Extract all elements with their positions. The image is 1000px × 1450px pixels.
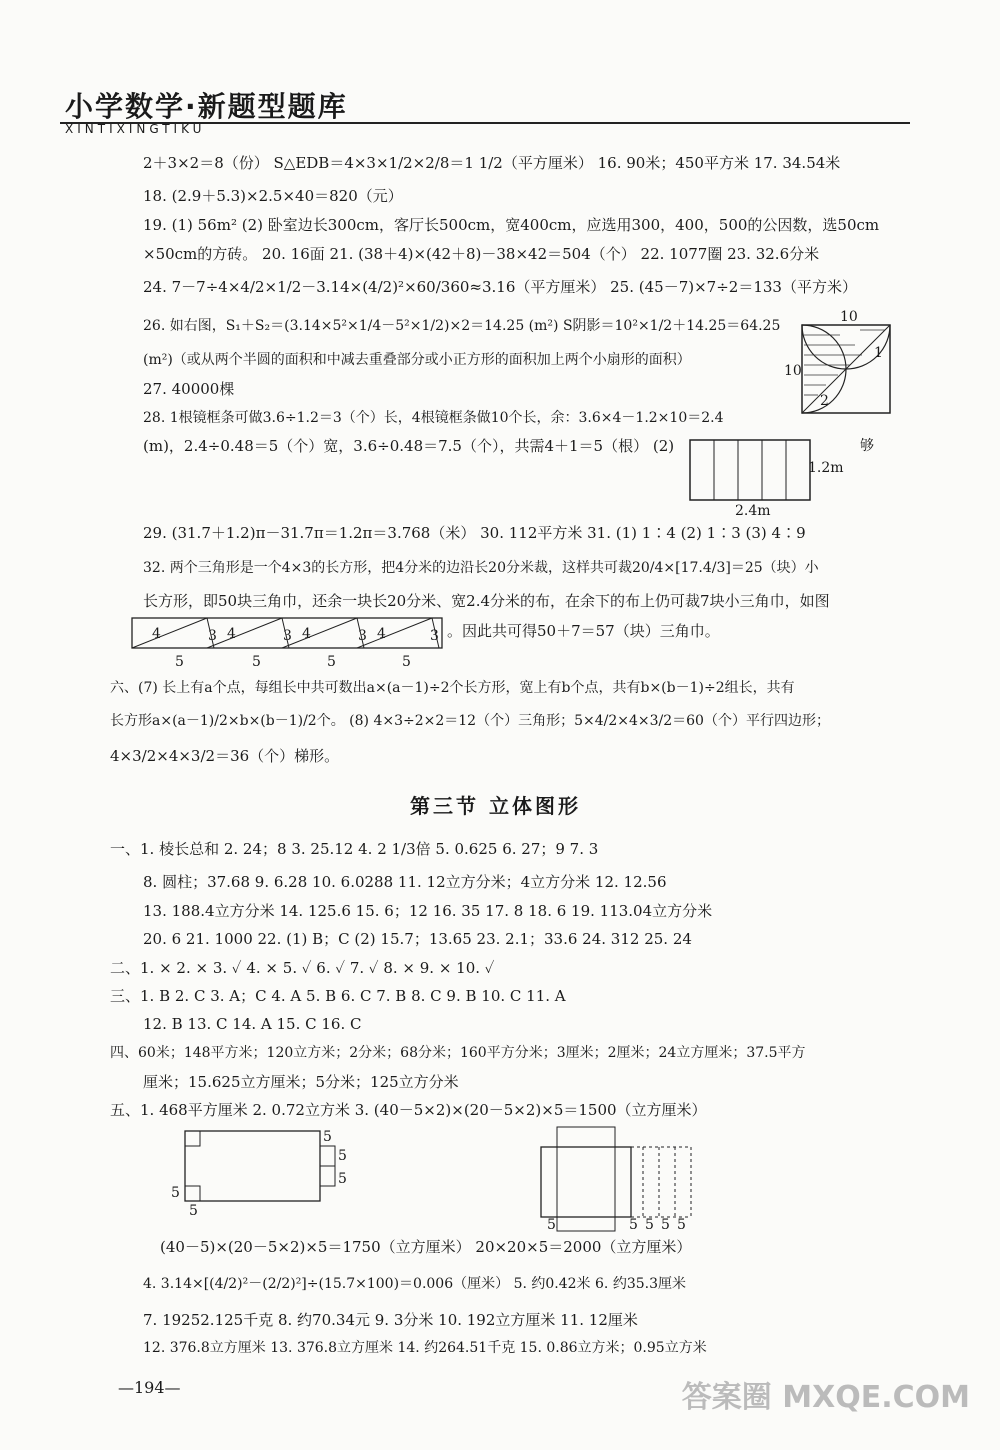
box-corner <box>185 1186 200 1201</box>
box-label: 5 <box>338 1171 347 1187</box>
fig32-label-base: 5 <box>175 654 184 670</box>
fig32-label-a: 4 <box>227 626 236 642</box>
book-title: 小学数学·新题型题库 <box>65 90 348 123</box>
fig26-label-s1: 1 <box>874 345 883 361</box>
figure-26 <box>770 305 920 420</box>
box-base <box>185 1131 320 1201</box>
box-label: 5 <box>189 1203 198 1219</box>
fig32-label-base: 5 <box>252 654 261 670</box>
fig26-label-s2: 2 <box>820 393 829 409</box>
answer-line: 4. 3.14×[(4/2)²－(2/2)²]÷(15.7×100)＝0.006（厘米） 5. 约0.42米 6. 约35.3厘米 <box>143 1276 686 1292</box>
figure-32 <box>130 612 450 672</box>
box-corner <box>185 1131 200 1146</box>
answer-line: 五、1. 468平方厘米 2. 0.72立方米 3. (40－5×2)×(20－5×2)×5＝1500（立方厘米） <box>110 1101 707 1119</box>
fig32-label-b: 3 <box>430 628 439 644</box>
answer-line: 二、1. × 2. × 3. ✓ 4. × 5. ✓ 6. ✓ 7. ✓ 8. × 9. × 10. ✓ <box>110 959 495 977</box>
answer-line: 20. 6 21. 1000 22. (1) B；C (2) 15.7；13.65 23. 2.1；33.6 24. 312 25. 24 <box>143 930 692 948</box>
net-label: 5 <box>661 1217 670 1233</box>
fig32-label-a: 4 <box>152 626 161 642</box>
answer-line: ×50cm的方砖。 20. 16面 21. (38＋4)×(42＋8)－38×42＝504（个） 22. 1077圈 23. 32.6分米 <box>143 245 820 263</box>
answer-line: 13. 188.4立方分米 14. 125.6 15. 6；12 16. 35 17. 8 18. 6 19. 113.04立方分米 <box>143 902 713 920</box>
box-flap <box>320 1146 335 1166</box>
box-flap <box>320 1166 335 1186</box>
fig32-label-b: 3 <box>208 628 217 644</box>
fig28-label-height: 1.2m <box>808 460 844 476</box>
fig26-diagonal <box>802 325 890 413</box>
fig32-label-b: 3 <box>358 628 367 644</box>
answer-line: 三、1. B 2. C 3. A；C 4. A 5. B 6. C 7. B 8. C 9. B 10. C 11. A <box>110 987 566 1005</box>
answer-line: 四、60米；148平方米；120立方米；2分米；68分米；160平方分米；3厘米；2厘米；24立方厘米；37.5平方 <box>110 1045 806 1061</box>
answer-line: 28. 1根镜框条可做3.6÷1.2＝3（个）长，4根镜框条做10个长，余：3.6×4－1.2×10＝2.4 <box>143 410 724 426</box>
figure-box-right <box>535 1125 715 1235</box>
answer-line: 厘米；15.625立方厘米；5分米；125立方分米 <box>143 1073 459 1091</box>
section-title: 第三节 立体图形 <box>410 794 581 818</box>
net-label: 5 <box>677 1217 686 1233</box>
fig32-label-a: 4 <box>302 626 311 642</box>
answer-line: 长方形，即50块三角巾，还余一块长20分米、宽2.4分米的布，在余下的布上仍可裁7块小三角巾，如图 <box>143 592 830 610</box>
net-label: 5 <box>547 1217 556 1233</box>
answer-line: (m)，2.4÷0.48＝5（个）宽，3.6÷0.48＝7.5（个），共需4＋1＝5（根） (2) <box>143 437 675 455</box>
fig32-label-a: 4 <box>377 626 386 642</box>
fig26-label-top: 10 <box>840 309 858 325</box>
box-label: 5 <box>338 1148 347 1164</box>
answer-line: 29. (31.7＋1.2)π－31.7π＝1.2π＝3.768（米） 30. 112平方米 31. (1) 1∶4 (2) 1∶3 (3) 4∶9 <box>143 524 806 542</box>
fig32-label-base: 5 <box>402 654 411 670</box>
answer-line: 2＋3×2＝8（份） S△EDB＝4×3×1/2×2/8＝1 1/2（平方厘米） 16. 90米；450平方米 17. 34.54米 <box>143 154 841 172</box>
fig32-label-base: 5 <box>327 654 336 670</box>
answer-line: 8. 圆柱；37.68 9. 6.28 10. 6.0288 11. 12立方分米；4立方分米 12. 12.56 <box>143 873 667 891</box>
answer-line: 。因此共可得50＋7＝57（块）三角巾。 <box>447 622 720 640</box>
answer-line: 19. (1) 56m² (2) 卧室边长300cm，客厅长500cm，宽400cm，应选用300，400，500的公因数，选50cm <box>143 216 880 234</box>
watermark: 答案圈 MXQE.COM <box>681 1380 970 1415</box>
answer-line: 长方形a×(a－1)/2×b×(b－1)/2个。 (8) 4×3÷2×2＝12（个）三角形；5×4/2×4×3/2＝60（个）平行四边形； <box>110 713 830 729</box>
fig26-label-left: 10 <box>784 363 802 379</box>
answer-line: 26. 如右图，S₁＋S₂＝(3.14×5²×1/4－5²×1/2)×2＝14.25 (m²) S阴影＝10²×1/2＋14.25＝64.25 <box>143 318 781 334</box>
net-label: 5 <box>645 1217 654 1233</box>
answer-line: 12. 376.8立方厘米 13. 376.8立方厘米 14. 约264.51千克 15. 0.86立方米；0.95立方米 <box>143 1340 707 1356</box>
answer-line: 一、1. 棱长总和 2. 24；8 3. 25.12 4. 2 1/3倍 5. 0.625 6. 27；9 7. 3 <box>110 840 599 858</box>
box-label: 5 <box>323 1129 332 1145</box>
answer-line: 32. 两个三角形是一个4×3的长方形，把4分米的边沿长20分米裁，这样共可裁20/4×[17.4/3]＝25（块）小 <box>143 560 819 576</box>
book-subtitle: XINTIXINGTIKU <box>65 122 206 136</box>
answer-line: (40－5)×(20－5×2)×5＝1750（立方厘米） 20×20×5＝2000（立方厘米） <box>160 1238 692 1256</box>
answer-line: 7. 19252.125千克 8. 约70.34元 9. 3分米 10. 192立方厘米 11. 12厘米 <box>143 1311 638 1329</box>
net-label: 5 <box>629 1217 638 1233</box>
figure-box-left <box>165 1125 365 1220</box>
answer-line: 六、(7) 长上有a个点，每组长中共可数出a×(a－1)÷2个长方形，宽上有b个点，共有b×(b－1)÷2组长，共有 <box>110 680 795 696</box>
answer-line: 4×3/2×4×3/2＝36（个）梯形。 <box>110 747 340 765</box>
answer-line: (m²)（或从两个半圆的面积和中减去重叠部分或小正方形的面积加上两个小扇形的面积） <box>143 352 691 368</box>
fig26-hatching <box>804 330 885 395</box>
figure-28 <box>680 430 890 520</box>
net-top <box>557 1127 615 1147</box>
answer-line: 24. 7－7÷4×4/2×1/2－3.14×(4/2)²×60/360≈3.16（平方厘米） 25. (45－7)×7÷2＝133（平方米） <box>143 278 857 296</box>
fig28-frame <box>690 440 810 500</box>
box-label: 5 <box>171 1185 180 1201</box>
fig32-label-b: 3 <box>283 628 292 644</box>
answer-line: 12. B 13. C 14. A 15. C 16. C <box>143 1015 362 1033</box>
net-base <box>541 1147 631 1217</box>
answer-line: 27. 40000棵 <box>143 380 235 398</box>
net-dashed-strips <box>631 1147 691 1217</box>
fig28-label-width: 2.4m <box>735 503 771 519</box>
answer-line: 18. (2.9＋5.3)×2.5×40＝820（元） <box>143 187 403 205</box>
fig28-label-enough: 够 <box>860 438 874 454</box>
page-number: —194— <box>118 1378 181 1397</box>
net-bottom <box>557 1217 615 1231</box>
